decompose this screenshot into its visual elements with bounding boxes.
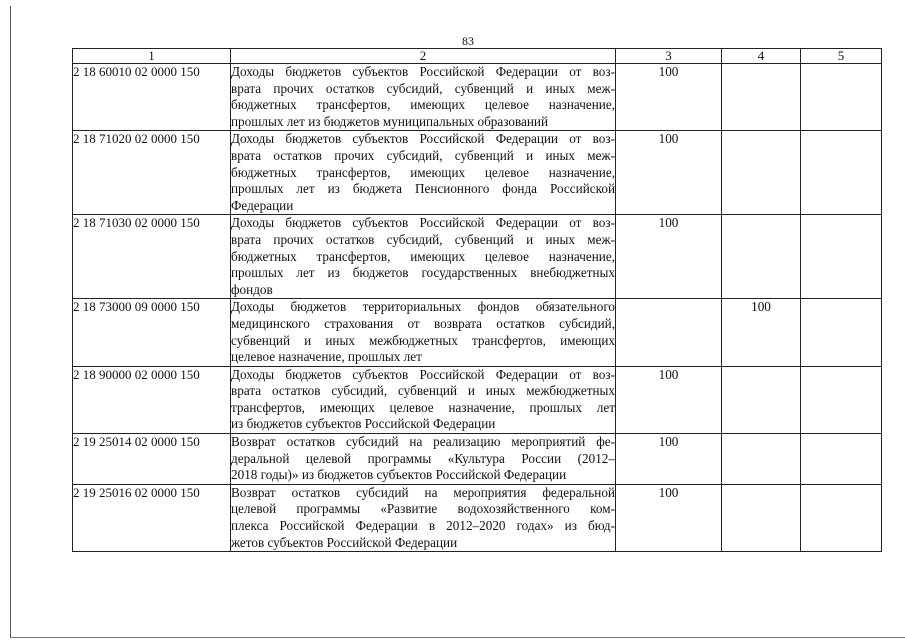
income-description: [231, 366, 616, 433]
classification-code: 2 18 60010 02 0000 150: [73, 64, 231, 131]
description-line: деральной целевой программы «Культура России (2012–: [231, 450, 615, 466]
income-description: [231, 484, 616, 551]
table-row: [73, 299, 882, 366]
norm-value-col4: [722, 366, 801, 433]
norm-value-col4: [722, 215, 801, 299]
table-row: [73, 64, 882, 131]
budget-table: [72, 48, 882, 552]
description-line: Доходы бюджетов субъектов Российской Федерации от воз-: [231, 215, 615, 231]
description-line: Возврат остатков субсидий на мероприятия федеральной: [231, 484, 615, 500]
description-line: Доходы бюджетов территориальных фондов обязательного: [231, 299, 615, 315]
page-left-edge: [10, 6, 11, 638]
table-row: [73, 215, 882, 299]
description-line: Федерации: [231, 197, 294, 213]
description-line: трансфертов, имеющих целевое назначение, прошлых лет: [231, 399, 615, 415]
description-line: прошлых лет из бюджета Пенсионного фонда Российской: [231, 181, 615, 197]
norm-value-col5: [801, 434, 882, 485]
norm-value-col3: 100: [616, 366, 722, 433]
table-row: [73, 434, 882, 485]
column-header-3: 3: [616, 49, 722, 64]
description-line: 2018 годы)» из бюджетов субъектов Российской Федерации: [231, 467, 567, 483]
table-body: [73, 64, 882, 552]
norm-value-col3: 100: [616, 131, 722, 215]
income-description: [231, 215, 616, 299]
description-line: субвенций и иных межбюджетных трансфертов, имеющих: [231, 332, 615, 348]
norm-value-col4: [722, 64, 801, 131]
column-header-4: 4: [722, 49, 801, 64]
description-line: Доходы бюджетов субъектов Российской Федерации от воз-: [231, 131, 615, 147]
norm-value-col4: [722, 484, 801, 551]
classification-code: 2 18 73000 09 0000 150: [73, 299, 231, 366]
classification-code: 2 18 71030 02 0000 150: [73, 215, 231, 299]
table-row: [73, 131, 882, 215]
description-line: целевой программы «Развитие водохозяйственного ком-: [231, 501, 615, 517]
classification-code: 2 19 25016 02 0000 150: [73, 484, 231, 551]
norm-value-col4: [722, 131, 801, 215]
description-line: врата прочих остатков субсидий, субвенций и иных меж-: [231, 80, 615, 96]
income-description: [231, 434, 616, 485]
income-description: [231, 299, 616, 366]
description-line: прошлых лет из бюджетов государственных внебюджетных: [231, 265, 615, 281]
classification-code: 2 18 71020 02 0000 150: [73, 131, 231, 215]
norm-value-col5: [801, 299, 882, 366]
description-line: Доходы бюджетов субъектов Российской Федерации от воз-: [231, 366, 615, 382]
description-line: медицинского страхования от возврата остатков субсидий,: [231, 315, 615, 331]
description-line: бюджетных трансфертов, имеющих целевое назначение,: [231, 164, 615, 180]
description-line: из бюджетов субъектов Российской Федерации: [231, 416, 496, 432]
description-line: плекса Российской Федерации в 2012–2020 годах» из бюд-: [231, 518, 615, 534]
table-row: [73, 484, 882, 551]
description-line: бюджетных трансфертов, имеющих целевое назначение,: [231, 97, 615, 113]
description-line: Доходы бюджетов субъектов Российской Федерации от воз-: [231, 64, 615, 79]
column-header-1: 1: [73, 49, 231, 64]
norm-value-col4: [722, 434, 801, 485]
description-line: жетов субъектов Российской Федерации: [231, 534, 458, 550]
description-line: фондов: [231, 281, 273, 297]
description-line: Возврат остатков субсидий на реализацию мероприятий фе-: [231, 434, 615, 450]
norm-value-col5: [801, 64, 882, 131]
description-line: врата остатков субсидий, субвенций и иных межбюджетных: [231, 383, 615, 399]
norm-value-col5: [801, 215, 882, 299]
norm-value-col5: [801, 484, 882, 551]
column-number-row: [73, 49, 882, 64]
norm-value-col3: 100: [616, 484, 722, 551]
norm-value-col5: [801, 366, 882, 433]
income-description: [231, 64, 616, 131]
norm-value-col3: 100: [616, 64, 722, 131]
description-line: врата прочих остатков субсидий, субвенций и иных меж-: [231, 231, 615, 247]
column-header-5: 5: [801, 49, 882, 64]
norm-value-col3: [616, 299, 722, 366]
page-number: 83: [462, 34, 474, 48]
classification-code: 2 18 90000 02 0000 150: [73, 366, 231, 433]
description-line: целевое назначение, прошлых лет: [231, 349, 422, 365]
norm-value-col5: [801, 131, 882, 215]
norm-value-col4: 100: [722, 299, 801, 366]
description-line: врата остатков прочих субсидий, субвенций и иных меж-: [231, 147, 615, 163]
column-header-2: 2: [231, 49, 616, 64]
norm-value-col3: 100: [616, 434, 722, 485]
description-line: бюджетных трансфертов, имеющих целевое назначение,: [231, 248, 615, 264]
table-row: [73, 366, 882, 433]
page-bottom-edge: [10, 637, 905, 638]
norm-value-col3: 100: [616, 215, 722, 299]
income-description: [231, 131, 616, 215]
description-line: прошлых лет из бюджетов муниципальных образований: [231, 113, 549, 129]
classification-code: 2 19 25014 02 0000 150: [73, 434, 231, 485]
